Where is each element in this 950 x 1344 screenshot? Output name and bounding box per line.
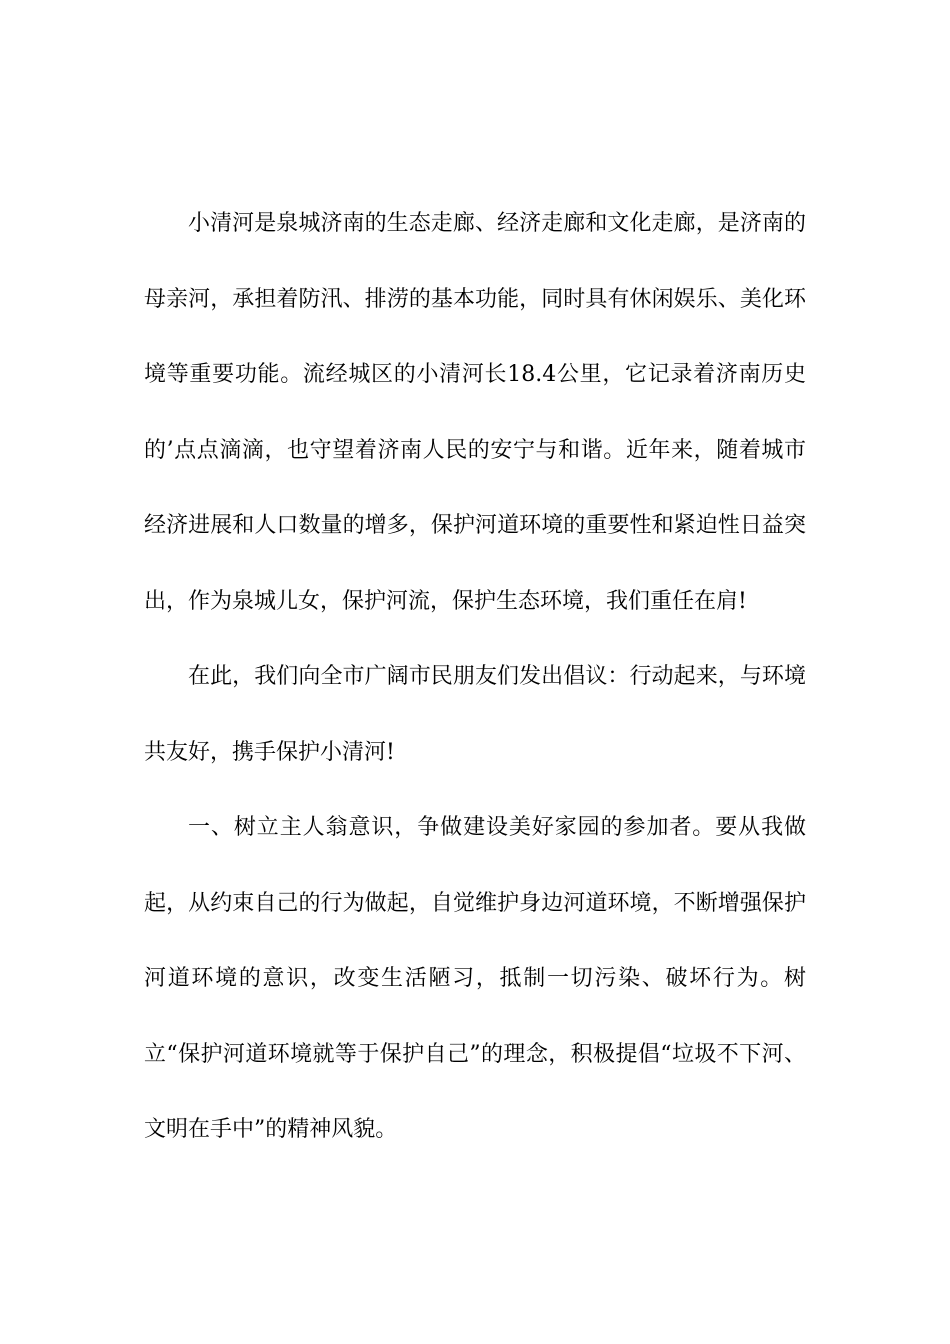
document-body [144,186,806,1168]
paragraph-intro: 小清河是泉城济南的生态走廊、经济走廊和文化走廊，是济南的母亲河，承担着防汛、排涝的基本功能，同时具有休闲娱乐、美化环境等重要功能。流经城区的小清河长18.4公里，它记录着济南历史的’点点滴滴，也守望着济南人民的安宁与和谐。近年来，随着城市经济进展和人口数量的增多，保护河道环境的重要性和紧迫性日益突出，作为泉城儿女，保护河流，保护生态环境，我们重任在肩! [144,211,806,614]
paragraph-proposal: 在此，我们向全市广阔市民朋友们发出倡议：行动起来，与环境共友好，携手保护小清河! [144,664,806,765]
paragraph-point-one: 一、树立主人翁意识，争做建设美好家园的参加者。要从我做起，从约束自己的行为做起，自觉维护身边河道环境，不断增强保护河道环境的意识，改变生活陋习，抵制一切污染、破坏行为。树立“保护河道环境就等于保护自己”的理念，积极提倡“垃圾不下河、文明在手中”的精神风貌。 [144,815,806,1142]
